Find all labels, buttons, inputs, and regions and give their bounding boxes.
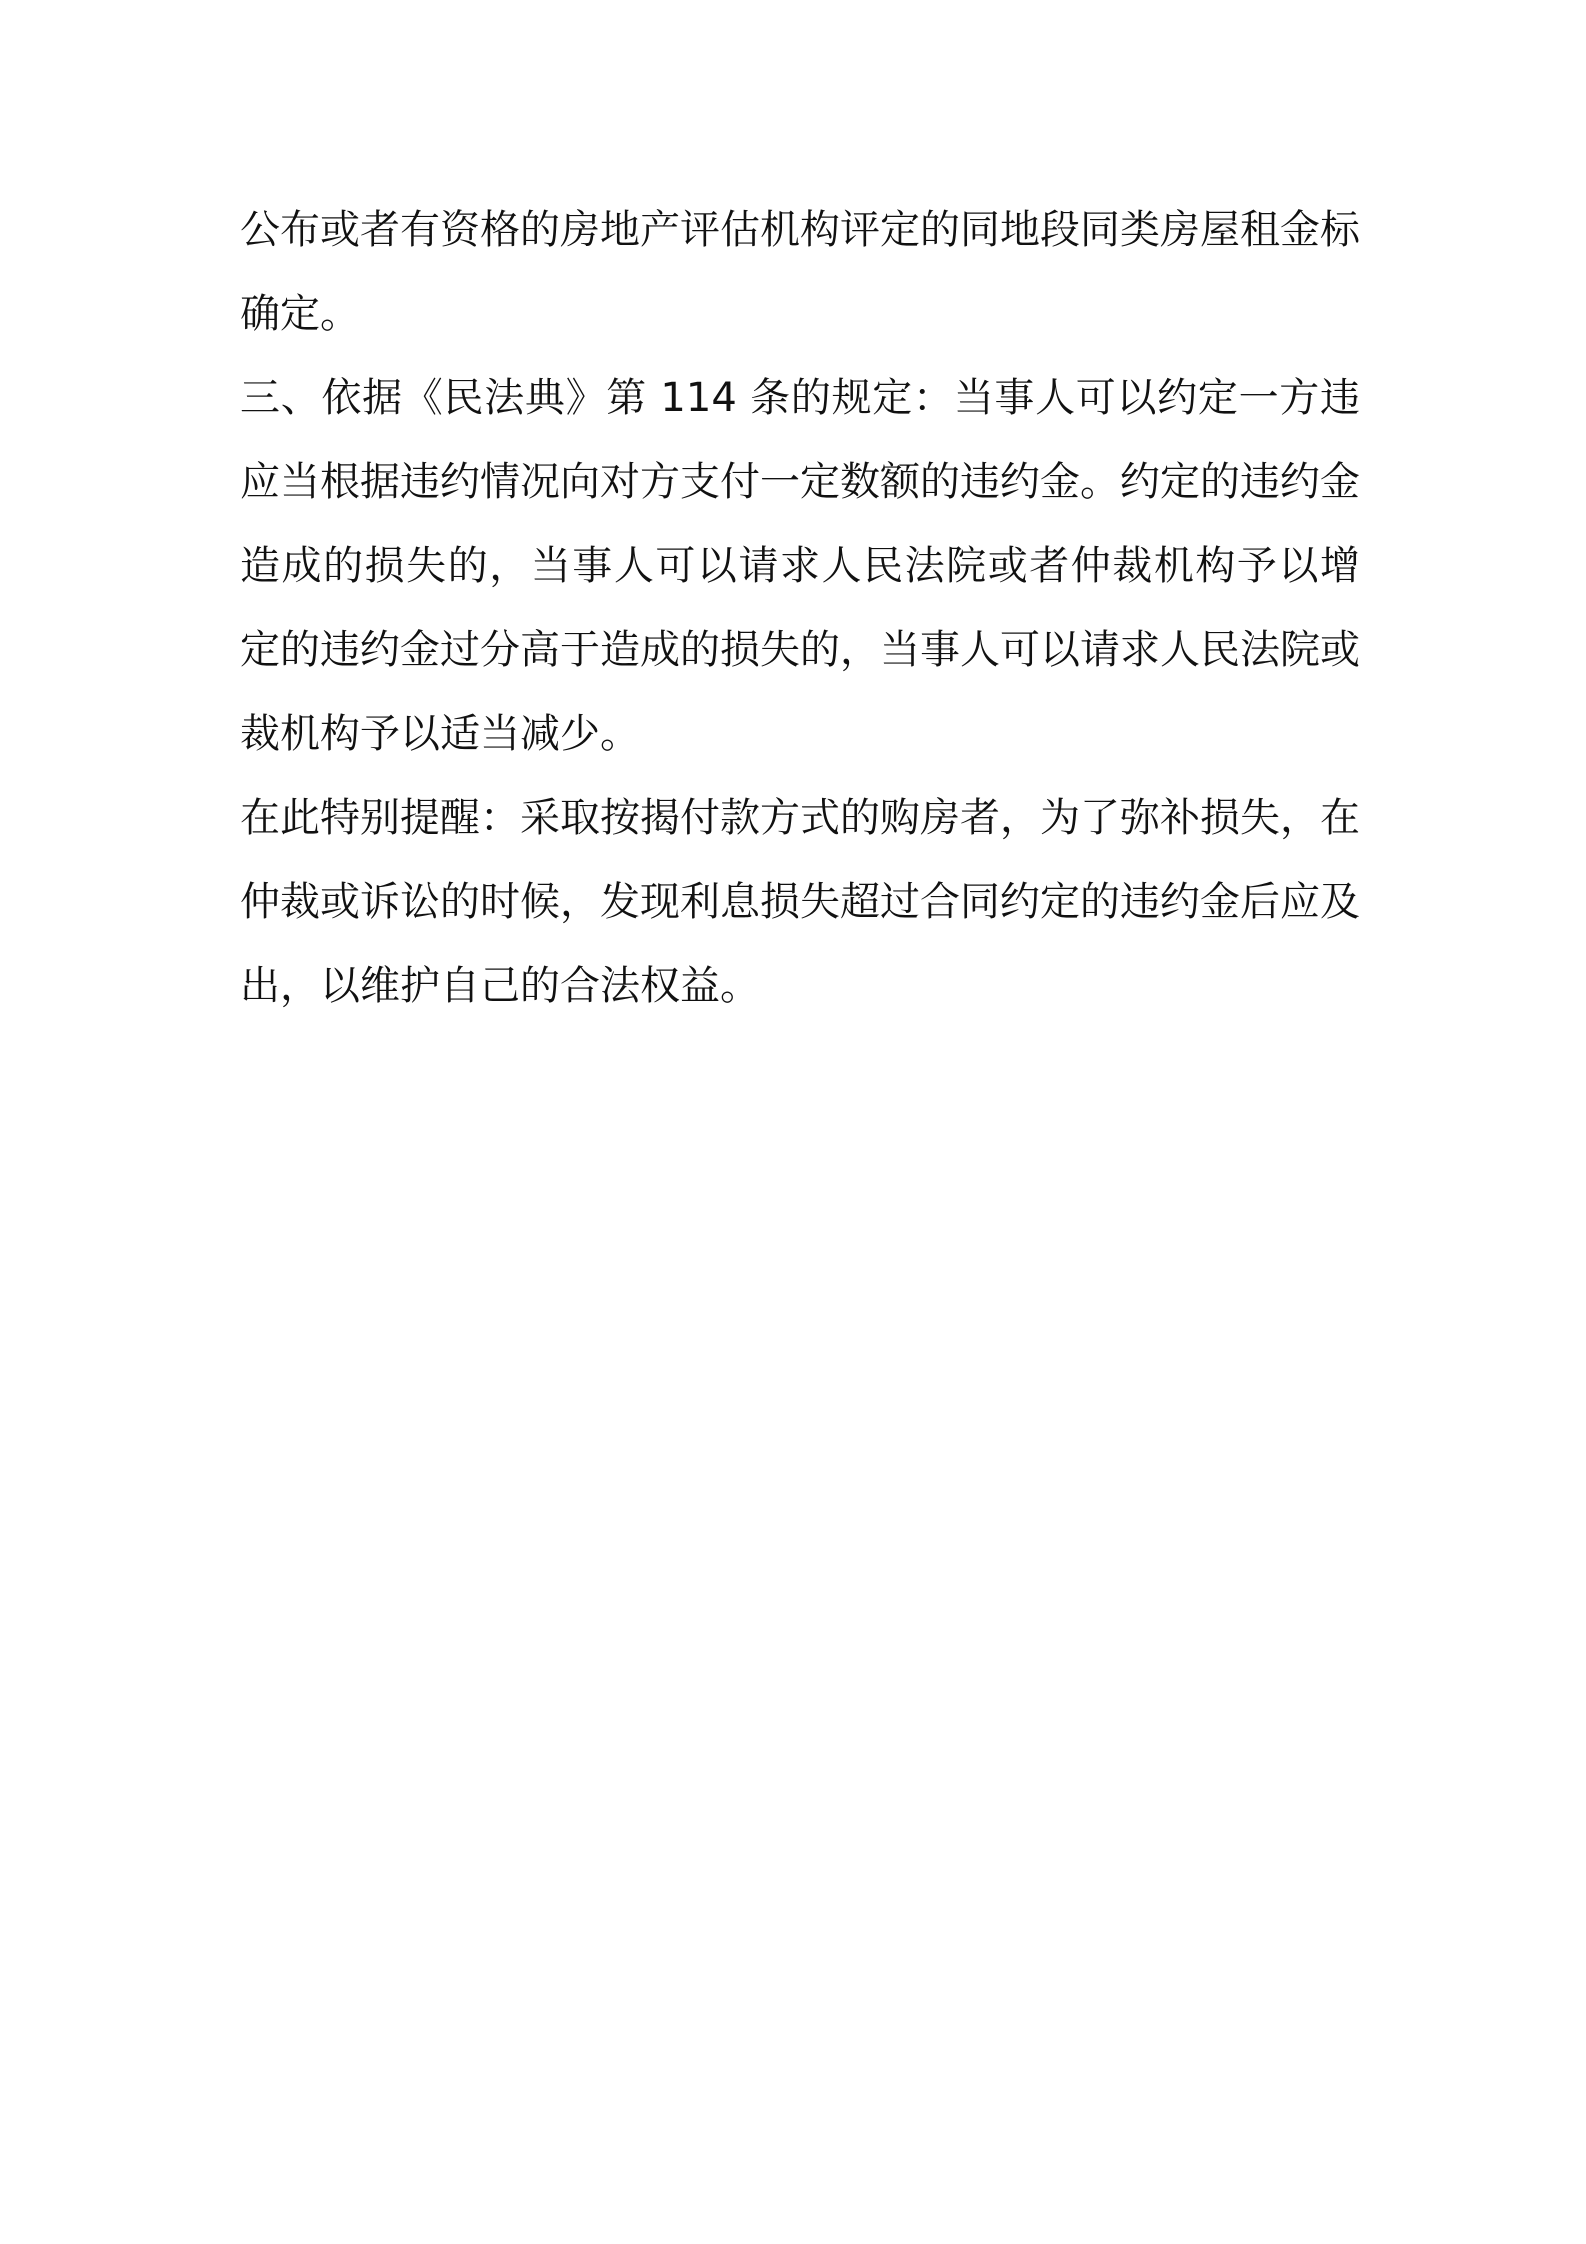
text-line: 公布或者有资格的房地产评估机构评定的同地段同类房屋租金标 [240,207,1360,253]
text-line: 在此特别提醒：采取按揭付款方式的购房者，为了弥补损失，在 [240,795,1360,841]
text-line: 确定。 [240,291,360,337]
text-line: 出，以维护自己的合法权益。 [240,963,760,1009]
text-line: 定的违约金过分高于造成的损失的，当事人可以请求人民法院或 [240,627,1360,673]
document-body [240,188,1360,1028]
text-line: 三、依据《民法典》第 114 条的规定：当事人可以约定一方违 [240,375,1360,421]
text-line: 仲裁或诉讼的时候，发现利息损失超过合同约定的违约金后应及 [240,879,1360,925]
text-line: 造成的损失的，当事人可以请求人民法院或者仲裁机构予以增 [240,543,1360,589]
text-line: 应当根据违约情况向对方支付一定数额的违约金。约定的违约金 [240,459,1360,505]
text-line: 裁机构予以适当减少。 [240,711,640,757]
